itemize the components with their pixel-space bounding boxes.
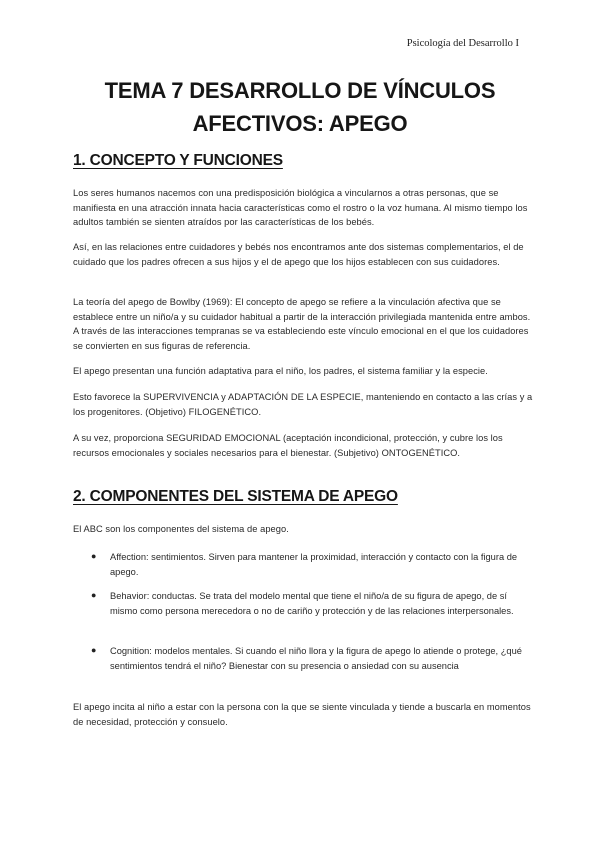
bullet-icon: ● (91, 645, 97, 655)
document-title (60, 74, 540, 140)
section-2-heading: 2. COMPONENTES DEL SISTEMA DE APEGO (73, 488, 398, 505)
paragraph: El ABC son los componentes del sistema de apego. (73, 524, 289, 534)
paragraph: El apego presentan una función adaptativa para el niño, los padres, el sistema familiar y la especie. (73, 366, 488, 376)
list-item: Behavior: conductas. Se trata del modelo mental que tiene el niño/a de su figura de apego, de sí mismo como persona merecedora o no de cariño y protección y de las relaciones interpersonales. (110, 591, 514, 616)
list-item: Cognition: modelos mentales. Si cuando el niño llora y la figura de apego lo atiende o protege, ¿qué sentimientos tendrá el niño? Bienestar con su presencia o ansiedad con su ausencia (110, 646, 522, 671)
paragraph: A su vez, proporciona SEGURIDAD EMOCIONAL (aceptación incondicional, protección, y cubre los los recursos emocionales y sociales necesarios para el bienestar. (Subjetivo) ONTOGENÉTICO. (73, 433, 503, 458)
paragraph: El apego incita al niño a estar con la persona con la que se siente vinculada y tiende a buscarla en momentos de necesidad, protección y consuelo. (73, 702, 531, 727)
paragraph: Los seres humanos nacemos con una predisposición biológica a vincularnos a otras personas, que se manifiesta en una atracción innata hacia características como el rostro o la voz humana. Al mismo tiempo los adultos también se sienten atraídos por las características de los bebés. (73, 188, 528, 227)
title-line-1: TEMA 7 DESARROLLO DE VÍNCULOS (104, 78, 496, 103)
section-1-heading: 1. CONCEPTO Y FUNCIONES (73, 152, 283, 169)
bullet-icon: ● (91, 551, 97, 561)
title-line-2: AFECTIVOS: APEGO (192, 111, 408, 136)
paragraph: La teoría del apego de Bowlby (1969): El concepto de apego se refiere a la vinculación afectiva que se establece entre un niño/a y su cuidador habitual a partir de la interacción privilegiada mantenida entre ambos. A través de las interacciones tempranas se va estableciendo este vínculo emocional en el que los cuidadores se convierten en sus figuras de referencia. (73, 297, 531, 351)
paragraph: Así, en las relaciones entre cuidadores y bebés nos encontramos ante dos sistemas complementarios, el de cuidado que los padres ofrecen a sus hijos y el de apego que los hijos establecen con sus cuidadores. (73, 242, 524, 267)
paragraph: Esto favorece la SUPERVIVENCIA y ADAPTACIÓN DE LA ESPECIE, manteniendo en contacto a las crías y a los progenitores. (Objetivo) FILOGENÉTICO. (73, 392, 533, 417)
page-header: Psicología del Desarrollo I (406, 38, 519, 49)
list-item: Affection: sentimientos. Sirven para mantener la proximidad, interacción y contacto con la figura de apego. (110, 552, 518, 577)
bullet-icon: ● (91, 590, 97, 600)
